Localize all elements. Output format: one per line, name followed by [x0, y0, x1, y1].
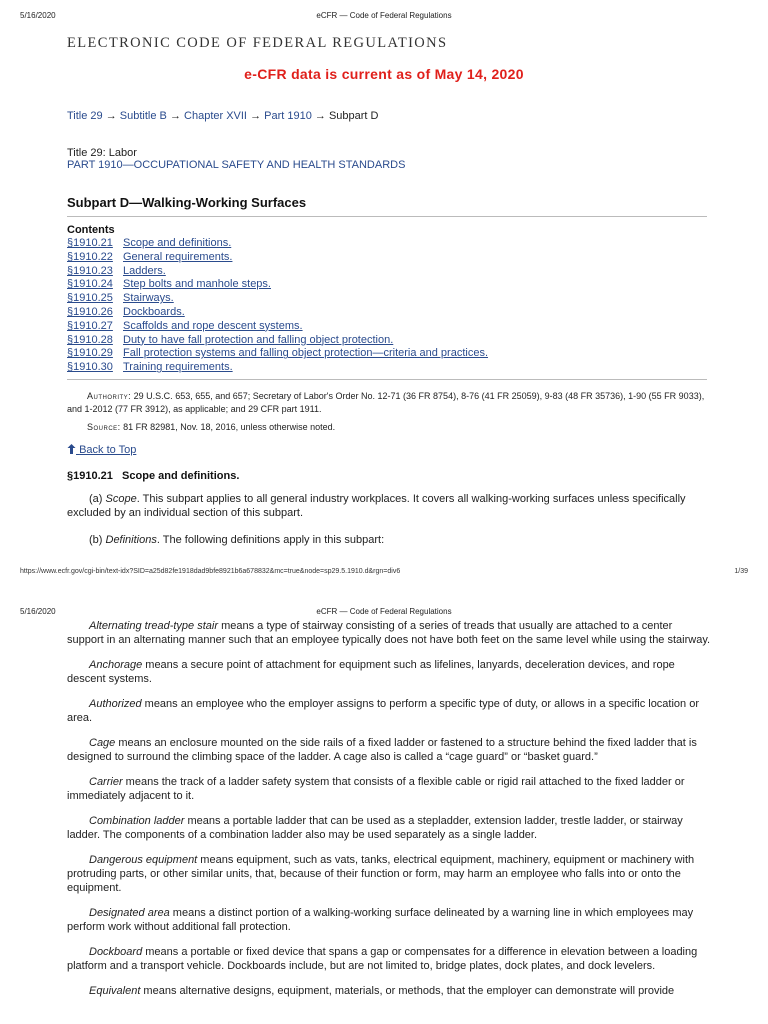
definition-text: means a distinct portion of a walking-working surface delineated by a warning line in which employees may perform work without additional fall protection.: [67, 907, 694, 933]
authority-note: [67, 390, 712, 416]
page-header: [0, 11, 768, 23]
definition-text: means an enclosure mounted on the side rails of a fixed ladder or fastened to a structure behind the fixed ladder that is designed to surround the climbing space of the ladder. A cage also is called a “cage guard” or “basket guard.”: [67, 737, 697, 763]
paragraph-definitions: [67, 533, 712, 547]
definition-item: [67, 736, 712, 764]
print-title: eCFR — Code of Federal Regulations: [316, 607, 452, 616]
toc-section-number[interactable]: §1910.21: [67, 237, 113, 249]
definition-item: [67, 984, 712, 998]
contents-list: [67, 237, 488, 375]
definition-item: [67, 697, 712, 725]
definitions-list: [67, 619, 712, 1009]
toc-section-number[interactable]: §1910.29: [67, 347, 113, 360]
contents-heading: Contents: [67, 224, 115, 236]
source-text: 81 FR 82981, Nov. 18, 2016, unless otherwise noted.: [120, 422, 336, 432]
toc-section-title[interactable]: Step bolts and manhole steps.: [123, 278, 271, 291]
toc-item[interactable]: [67, 361, 488, 375]
toc-section-title[interactable]: Duty to have fall protection and falling object protection.: [123, 333, 394, 346]
toc-section-title[interactable]: Stairways.: [123, 292, 174, 305]
paragraph-text: . The following definitions apply in this subpart:: [156, 534, 385, 546]
definition-term: Designated area: [89, 907, 170, 919]
arrow-up-icon: [67, 444, 76, 454]
toc-section-number[interactable]: §1910.26: [67, 305, 113, 318]
toc-section-title[interactable]: Fall protection systems and falling object protection—criteria and practices.: [123, 347, 489, 360]
definition-term: Carrier: [89, 776, 123, 788]
definition-text: means equipment, such as vats, tanks, electrical equipment, machinery, equipment or machinery with protruding parts, or other similar units, that, because of their function or form, may harm an employee who falls into or onto the equipment.: [67, 854, 695, 894]
toc-item[interactable]: [67, 265, 488, 279]
definition-term: Equivalent: [89, 985, 141, 997]
toc-item[interactable]: [67, 334, 488, 348]
paragraph-term: Definitions: [105, 534, 157, 546]
toc-item[interactable]: [67, 320, 488, 334]
definition-item: [67, 853, 712, 895]
paragraph-prefix: (a): [89, 493, 106, 505]
print-date: 5/16/2020: [20, 607, 56, 616]
definition-term: Dangerous equipment: [89, 854, 198, 866]
toc-section-title[interactable]: Scaffolds and rope descent systems.: [123, 319, 303, 332]
toc-section-number[interactable]: §1910.28: [67, 333, 113, 346]
toc-section-number[interactable]: §1910.27: [67, 319, 113, 332]
definition-text: means the track of a ladder safety system that consists of a flexible cable or rigid rail attached to the fixed ladder or immediately adjacent to it.: [67, 776, 685, 802]
definition-term: Cage: [89, 737, 116, 749]
back-to-top-label: Back to Top: [79, 444, 137, 456]
back-to-top-link[interactable]: [67, 444, 136, 456]
section-heading: §1910.21 Scope and definitions.: [67, 470, 240, 482]
breadcrumb-title-29[interactable]: Title 29: [67, 110, 103, 122]
print-date: 5/16/2020: [20, 11, 56, 20]
subpart-heading: Subpart D—Walking-Working Surfaces: [67, 195, 307, 210]
toc-item[interactable]: [67, 237, 488, 251]
definition-text: means alternative designs, equipment, materials, or methods, that the employer can demonstrate will provide: [140, 985, 675, 997]
toc-section-number[interactable]: §1910.22: [67, 250, 113, 263]
definition-text: means a portable ladder that can be used as a stepladder, extension ladder, trestle ladder, or stairway ladder. The components of a combination ladder also may be used separately as a single ladder.: [67, 815, 683, 841]
toc-item[interactable]: [67, 278, 488, 292]
toc-item[interactable]: [67, 306, 488, 320]
page-separator: [0, 580, 768, 596]
site-brand: ELECTRONIC CODE OF FEDERAL REGULATIONS: [67, 35, 448, 51]
pdf-page-2: [0, 596, 768, 1024]
toc-section-number[interactable]: §1910.30: [67, 361, 113, 374]
toc-section-number[interactable]: §1910.25: [67, 292, 113, 305]
definition-text: means a portable or fixed device that spans a gap or compensates for a difference in elevation between a loading platform and a transport vehicle. Dockboards include, but are not limited to, bridge plates, dock plates, and dock levelers.: [67, 946, 698, 972]
print-title: eCFR — Code of Federal Regulations: [316, 11, 452, 20]
paragraph-term: Scope: [105, 493, 137, 505]
definition-item: [67, 945, 712, 973]
paragraph-text: . This subpart applies to all general industry workplaces. It covers all walking-working surfaces unless specifically excluded by an individual section of this subpart.: [67, 493, 686, 519]
breadcrumb-current: Subpart D: [328, 110, 379, 122]
definition-item: [67, 658, 712, 686]
paragraph-prefix: (b): [89, 534, 106, 546]
page-number: 1/39: [734, 568, 748, 575]
toc-item[interactable]: [67, 347, 488, 361]
definition-text: means a secure point of attachment for equipment such as lifelines, lanyards, deceleration devices, and rope descent systems.: [67, 659, 675, 685]
toc-section-title[interactable]: Scope and definitions.: [123, 237, 232, 249]
part-link[interactable]: PART 1910—OCCUPATIONAL SAFETY AND HEALTH STANDARDS: [67, 159, 406, 171]
breadcrumb-chapter-xvii[interactable]: Chapter XVII: [184, 110, 247, 122]
toc-section-number[interactable]: §1910.23: [67, 264, 113, 277]
definition-item: [67, 775, 712, 803]
definition-item: [67, 619, 712, 647]
breadcrumb-separator: →: [105, 110, 117, 122]
source-note: [87, 422, 335, 432]
toc-section-title[interactable]: Dockboards.: [123, 305, 185, 318]
definition-item: [67, 814, 712, 842]
paragraph-scope: [67, 492, 712, 520]
toc-section-number[interactable]: §1910.24: [67, 278, 113, 291]
breadcrumb-separator: →: [169, 110, 181, 122]
definition-text: means an employee who the employer assigns to perform a specific type of duty, or allows in a specific location or area.: [67, 698, 699, 724]
toc-item[interactable]: [67, 251, 488, 265]
definition-term: Dockboard: [89, 946, 143, 958]
definition-text: means a type of stairway consisting of a series of treads that usually are attached to a center support in an alternating manner such that an employee typically does not have both feet on the same level while using the stairway.: [67, 620, 711, 646]
divider: [67, 216, 707, 217]
source-label: Source:: [87, 422, 121, 432]
toc-section-title[interactable]: Ladders.: [123, 264, 166, 277]
toc-section-title[interactable]: Training requirements.: [123, 361, 233, 374]
page-header: [0, 607, 768, 619]
currency-notice: e-CFR data is current as of May 14, 2020: [244, 66, 524, 82]
toc-section-title[interactable]: General requirements.: [123, 250, 233, 263]
breadcrumb-subtitle-b[interactable]: Subtitle B: [119, 110, 167, 122]
definition-term: Alternating tread-type stair: [89, 620, 219, 632]
divider: [67, 379, 707, 380]
title-line: Title 29: Labor: [67, 147, 137, 159]
breadcrumb: [67, 110, 378, 122]
definition-term: Authorized: [89, 698, 142, 710]
authority-label: Authority:: [87, 391, 132, 401]
breadcrumb-separator: →: [250, 110, 262, 122]
definition-item: [67, 906, 712, 934]
breadcrumb-separator: →: [314, 110, 326, 122]
print-url: https://www.ecfr.gov/cgi-bin/text-idx?SID=a25d82fe1918dad9bfe8921b6a678832&mc=true&node=sp29.5.1910.d&rgn=div6: [20, 568, 401, 575]
breadcrumb-part-1910[interactable]: Part 1910: [264, 110, 312, 122]
definition-term: Combination ladder: [89, 815, 185, 827]
definition-term: Anchorage: [89, 659, 143, 671]
authority-text: 29 U.S.C. 653, 655, and 657; Secretary of Labor's Order No. 12-71 (36 FR 8754), 8-76 (41 FR 25059), 9-83 (48 FR 35736), 1-90 (55 FR 9033), and 1-2012 (77 FR 3912), as applicable; and 29 CFR part 1911.: [67, 391, 705, 414]
toc-item[interactable]: [67, 292, 488, 306]
